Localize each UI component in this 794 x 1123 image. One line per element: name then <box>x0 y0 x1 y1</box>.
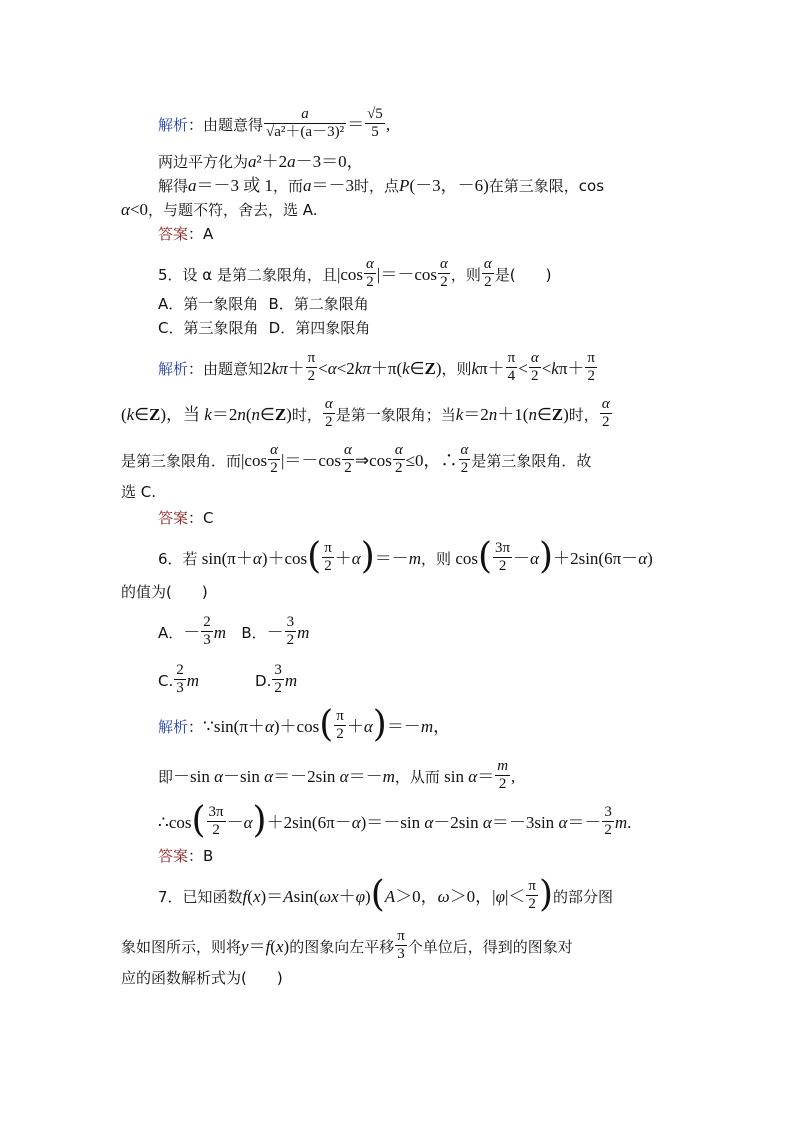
solution-5-line-4: 选 C. <box>121 483 157 501</box>
solution-6-line-2: 即－sin α－sin α＝－2sin α＝－m，从而 sin α＝ $\frac{m}{2}$ , <box>158 758 516 792</box>
question-5: 5．设 α 是第二象限角，且|cos $\frac{\alpha}{2}$ |＝－cos $\frac{\alpha}{2}$ ，则 $\frac{\alpha}{2}$ 是( ) <box>158 256 552 290</box>
solution-6-line-3: ∴cos( $\frac{3\pi}{2}$ －α)＋2sin(6π－α)＝－sin α－2sin α＝－3sin α＝－ $\frac{3}{2}$ m. <box>158 799 632 841</box>
solution-6-line-1: 解析：∵sin(π＋α)＋cos( $\frac{\pi}{2}$ ＋α)＝－m， <box>158 703 451 745</box>
answer-6: 答案：B <box>158 847 214 865</box>
question-7-line-3: 应的函数解析式为( ) <box>121 969 283 987</box>
solution-5-line-2: (k∈Z)，当 k＝2n(n∈Z)时， $\frac{\alpha}{2}$ 是第一象限角；当k＝2n＋1(n∈Z)时， $\frac{\alpha}{2}$ <box>121 396 610 430</box>
options-6-cd: C. $\frac{2}{3}$ m D. $\frac{3}{2}$ m <box>158 662 298 696</box>
question-7: 7．已知函数f(x)＝Asin(ωx＋φ)(A＞0，ω＞0，|φ|＜ $\frac{\pi}{2}$ )的部分图 <box>158 873 614 915</box>
question-6: 6．若 sin(π＋α)＋cos( $\frac{\pi}{2}$ ＋α)＝－m，则 cos( $\frac{3\pi}{2}$ －α)＋2sin(6π－α) <box>158 535 653 577</box>
solution-line-3: 解得a＝－3 或 1，而a＝－3时，点P(－3，－6)在第三象限，cos <box>158 176 605 195</box>
options-5-ab: A．第一象限角 B．第二象限角 <box>158 295 369 313</box>
question-7-line-2: 象如图所示，则将y＝f(x)的图象向左平移 $\frac{\pi}{3}$ 个单位后，得到的图象对 <box>121 928 573 962</box>
options-5-cd: C．第三象限角 D．第四象限角 <box>158 319 371 337</box>
solution-line-4: α<0，与题不符，舍去，选 A. <box>121 200 318 219</box>
solution-label: 解析 <box>158 116 189 134</box>
solution-line-1: 解析：由题意得 $\frac{a}{\text{√a²＋(a－3)²}}$ ＝ $\frac{√5}{5}$ , <box>158 106 391 140</box>
answer-5: 答案：C <box>158 509 214 527</box>
solution-5-line-1: 解析：由题意知2kπ＋ $\frac{\pi}{2}$ <α<2kπ＋π(k∈Z)，则kπ＋ $\frac{\pi}{4}$ < $\frac{\alpha}{2}$ <kπ＋ $\frac{\pi}{2}$ <box>158 350 595 384</box>
solution-5-line-3: 是第三象限角．而|cos $\frac{\alpha}{2}$ |＝－cos $\frac{\alpha}{2}$ ⇒cos $\frac{\alpha}{2}$ ≤0，∴ $\frac{\alpha}{2}$ 是第三象限角．故 <box>121 442 592 476</box>
solution-line-2: 两边平方化为a²＋2a－3＝0， <box>158 152 364 171</box>
options-6-ab: A．－ $\frac{2}{3}$ m B．－ $\frac{3}{2}$ m <box>158 614 310 648</box>
fraction: $\frac{a}{\text{√a²＋(a－3)²}}$ <box>266 106 345 140</box>
answer-line-1: 答案：A <box>158 225 214 243</box>
question-6-line-2: 的值为( ) <box>121 583 208 601</box>
